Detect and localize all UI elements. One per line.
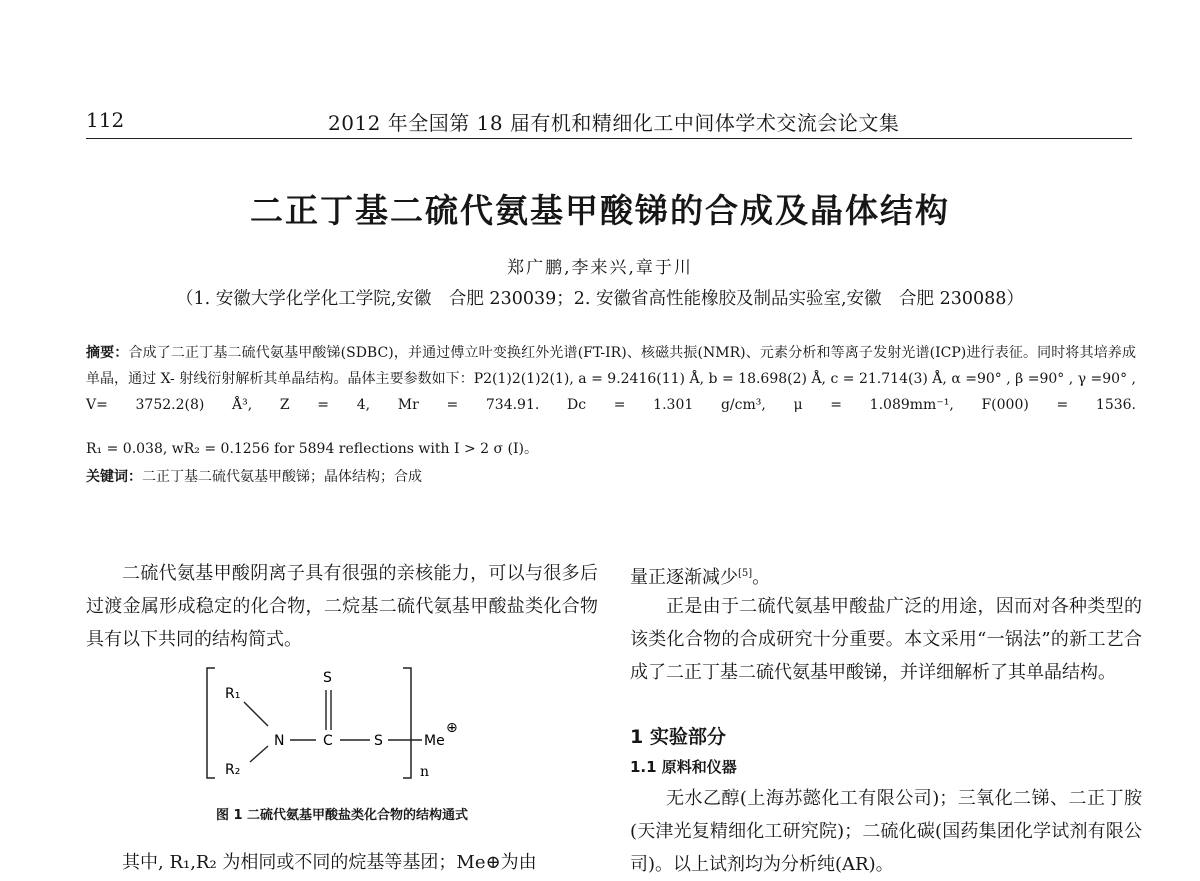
page-number: 112: [86, 108, 125, 132]
abstract: [86, 340, 1136, 418]
affiliations: （1. 安徽大学化学化工学院,安徽 合肥 230039；2. 安徽省高性能橡胶及制品实验室,安徽 合肥 230088）: [176, 289, 1024, 309]
abstract-text: 合成了二正丁基二硫代氨基甲酸锑(SDBC)，并通过傅立叶变换红外光谱(FT-IR)、核磁共振(NMR)、元素分析和等离子发射光谱(ICP)进行表征。同时将其培养成单晶，通过 X- 射线衍射解析其单晶结构。晶体主要参数如下：P2(1)2(1)2(1), a = 9.2416(11) Å, b = 18.698(2) Å, c = 21.714(3) Å, α =90° , β =90° , γ =90° , V= 3752.2(8) Å³, Z = 4, Mr = 734.91. Dc = 1.301 g/cm³, μ = 1.089mm⁻¹, F(000) = 1536.: [86, 345, 1137, 413]
keywords-text: 二正丁基二硫代氨基甲酸锑；晶体结构；合成: [142, 469, 422, 485]
structure-figure: [190, 660, 490, 784]
header-rule: [86, 138, 1132, 139]
metal-label: Me: [424, 733, 445, 749]
sulfur-label: S: [374, 733, 383, 749]
right-bracket: [403, 668, 411, 778]
citation-ref: [5]: [738, 568, 753, 579]
nitrogen-label: N: [274, 733, 285, 749]
keywords-label: 关键词：: [86, 469, 142, 485]
r2-label: R₂: [225, 762, 241, 778]
running-header: 2012 年全国第 18 届有机和精细化工中间体学术交流会论文集: [328, 111, 900, 135]
body-paragraph-left-1: 二硫代氨基甲酸阴离子具有很强的亲核能力，可以与很多后过渡金属形成稳定的化合物，二烷基二硫代氨基甲酸盐类化合物具有以下共同的结构简式。: [86, 563, 598, 650]
paragraph-end: 。: [752, 567, 771, 588]
abstract-last-line: R₁ = 0.038, wR₂ = 0.1256 for 5894 reflections with I > 2 σ (I)。: [86, 441, 538, 457]
paper-title: 二正丁基二硫代氨基甲酸锑的合成及晶体结构: [250, 191, 950, 230]
body-paragraph-right-2: 无水乙醇(上海苏懿化工有限公司)；三氧化二锑、二正丁胺(天津光复精细化工研究院)；二硫化碳(国药集团化学试剂有限公司)。以上试剂均为分析纯(AR)。: [630, 788, 1142, 875]
charge-icon: ⊕: [446, 720, 458, 736]
section-heading: 1 实验部分: [630, 726, 726, 748]
paragraph-fragment: 量正逐渐减少: [630, 567, 738, 588]
r1-label: R₁: [225, 686, 241, 702]
subsection-heading: 1.1 原料和仪器: [630, 758, 737, 776]
keywords: [86, 464, 1136, 490]
figure-caption: 图 1 二硫代氨基甲酸盐类化合物的结构通式: [215, 808, 469, 823]
carbon-label: C: [323, 733, 333, 749]
thiocarbonyl-s-label: S: [323, 670, 332, 686]
body-paragraph-left-2: 其中, R₁,R₂ 为相同或不同的烷基等基团；Me⊕为由: [122, 852, 537, 873]
bond-r1-n: [244, 702, 268, 726]
body-paragraph-right-1: 正是由于二硫代氨基甲酸盐广泛的用途，因而对各种类型的该类化合物的合成研究十分重要。本文采用“一锅法”的新工艺合成了二正丁基二硫代氨基甲酸锑，并详细解析了其单晶结构。: [630, 596, 1142, 683]
bond-r2-n: [250, 746, 268, 762]
abstract-label: 摘要：: [86, 345, 129, 361]
body-paragraph-right-0: [630, 557, 1142, 594]
repeat-subscript: n: [420, 764, 430, 780]
left-bracket: [207, 668, 215, 778]
author-list: 郑广鹏,李来兴,章于川: [507, 258, 693, 278]
